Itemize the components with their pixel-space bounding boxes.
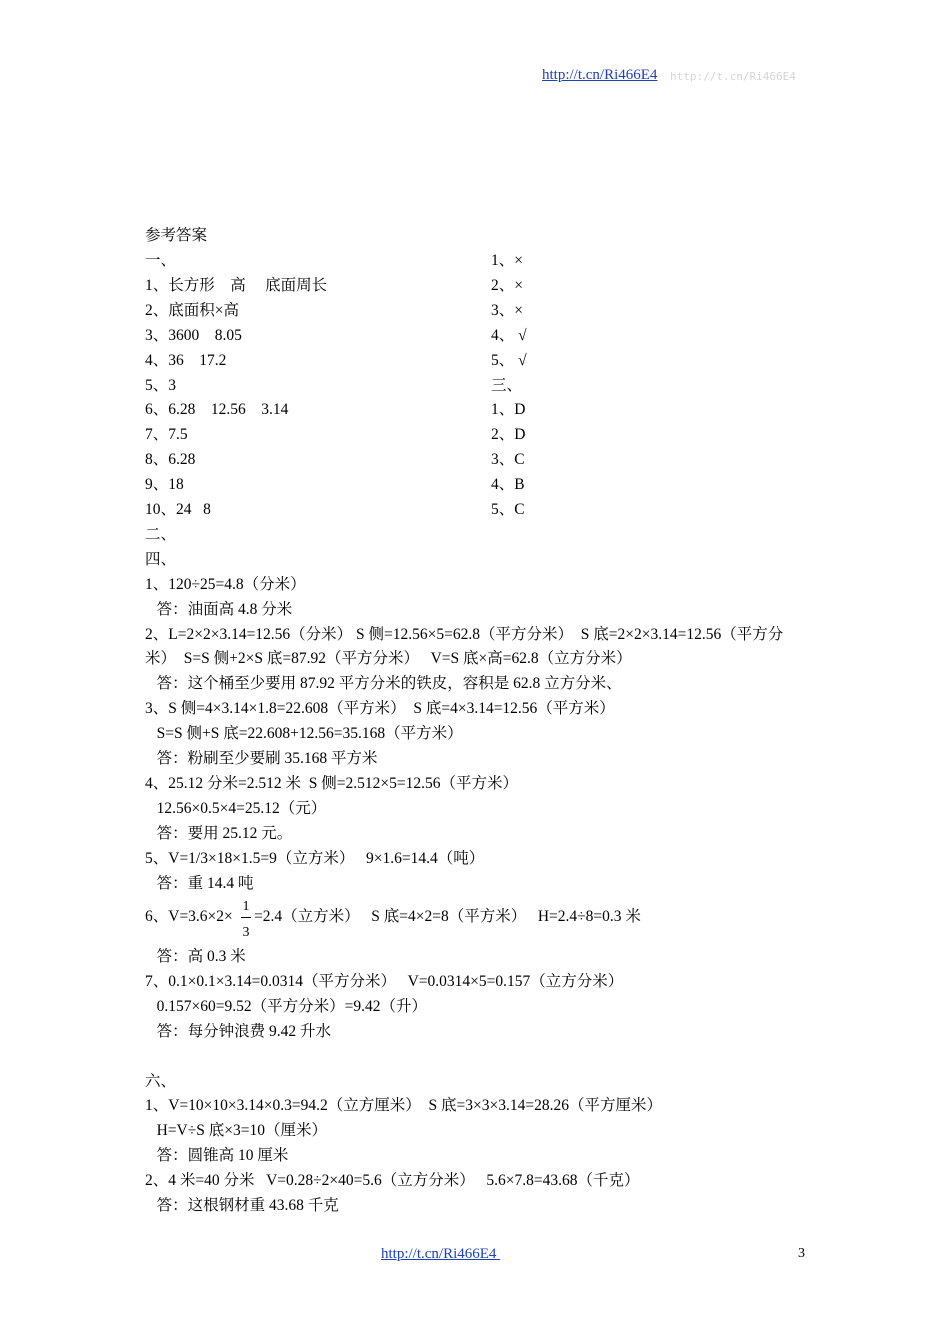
text-line: 10、24 8 <box>145 501 211 518</box>
page-number: 3 <box>798 1246 805 1261</box>
text-line: 7、0.1×0.1×3.14=0.0314（平方分米） V=0.0314×5=0.157（立方分米） <box>145 972 624 990</box>
text-line: 2、底面积×高 <box>145 301 239 319</box>
text-line: 答：这个桶至少要用 87.92 平方分米的铁皮，容积是 62.8 立方分米、 <box>145 675 622 693</box>
text-line: 6、6.28 12.56 3.14 <box>145 401 289 419</box>
text-line: 答：要用 25.12 元。 <box>145 824 293 842</box>
text-line: 米） S=S 侧+2×S 底=87.92（平方分米） V=S 底×高=62.8（立方分米） <box>145 650 632 668</box>
footer-link[interactable]: http://t.cn/Ri466E4 <box>381 1246 501 1262</box>
text-line: 4、25.12 分米=2.512 米 S 侧=2.512×5=12.56（平方米） <box>145 774 518 792</box>
text-line: 答：高 0.3 米 <box>145 948 246 965</box>
fraction-numerator: 1 <box>242 899 250 914</box>
text-line: 1、× <box>491 252 523 269</box>
text-line: 5、C <box>491 501 525 518</box>
text-line: 4、 √ <box>491 326 527 344</box>
text-line: 答：圆锥高 10 厘米 <box>145 1147 289 1165</box>
text-line: 7、7.5 <box>145 426 188 444</box>
text-line: 答：粉刷至少要刷 35.168 平方米 <box>145 750 378 767</box>
text-line: 六、 <box>145 1072 177 1090</box>
text-line: 2、4 米=40 分米 V=0.28÷2×40=5.6（立方分米） 5.6×7.8=43.68（千克） <box>145 1172 640 1190</box>
text-line: 12.56×0.5×4=25.12（元） <box>145 799 327 817</box>
header-link[interactable]: http://t.cn/Ri466E4 <box>542 67 658 83</box>
text-line: 4、36 17.2 <box>145 351 227 369</box>
fraction-denominator: 3 <box>242 925 250 940</box>
text-line: 3、S 侧=4×3.14×1.8=22.608（平方米） S 底=4×3.14=12.56（平方米） <box>145 700 615 718</box>
text-line: 5、 √ <box>491 351 527 369</box>
text-line: 答：重 14.4 吨 <box>145 874 254 892</box>
text-line: 1、长方形 高 底面周长 <box>145 276 328 294</box>
text-line: 四、 <box>145 550 177 568</box>
text-line: 9、18 <box>145 476 184 494</box>
text-line: 1、V=10×10×3.14×0.3=94.2（立方厘米） S 底=3×3×3.14=28.26（平方厘米） <box>145 1097 662 1115</box>
text-line: S=S 侧+S 底=22.608+12.56=35.168（平方米） <box>145 725 463 743</box>
q6-suffix: =2.4（立方米） S 底=4×2=8（平方米） H=2.4÷8=0.3 米 <box>254 908 641 925</box>
text-line: 答：这根钢材重 43.68 千克 <box>145 1197 339 1214</box>
text-line: 2、× <box>491 276 523 294</box>
text-line: 2、L=2×2×3.14=12.56（分米） S 侧=12.56×5=62.8（平方分米） S 底=2×2×3.14=12.56（平方分 <box>145 625 784 643</box>
text-line: 一、 <box>145 252 177 269</box>
text-line: 3、3600 8.05 <box>145 326 242 344</box>
text-line: 0.157×60=9.52（平方分米）=9.42（升） <box>145 997 427 1015</box>
text-line: 答：油面高 4.8 分米 <box>145 600 293 618</box>
text-line: 2、D <box>491 426 526 444</box>
text-line: 二、 <box>145 525 177 543</box>
watermark-text: http://t.cn/Ri466E4 <box>670 70 796 83</box>
text-line: 5、V=1/3×18×1.5=9（立方米） 9×1.6=14.4（吨） <box>145 849 485 867</box>
fraction-bar <box>241 917 251 918</box>
answer-title: 参考答案 <box>145 227 208 244</box>
text-line: 5、3 <box>145 376 177 394</box>
q6-prefix: 6、V=3.6×2× <box>145 908 233 925</box>
text-line: 答：每分钟浪费 9.42 升水 <box>145 1022 332 1040</box>
text-line: 1、D <box>491 401 526 419</box>
text-line: 3、× <box>491 301 523 319</box>
text-line: H=V÷S 底×3=10（厘米） <box>145 1122 327 1140</box>
text-line: 1、120÷25=4.8（分米） <box>145 575 306 593</box>
text-line: 三、 <box>491 376 523 394</box>
text-line: 8、6.28 <box>145 451 196 469</box>
text-line: 4、B <box>491 476 525 494</box>
text-line: 3、C <box>491 451 525 469</box>
